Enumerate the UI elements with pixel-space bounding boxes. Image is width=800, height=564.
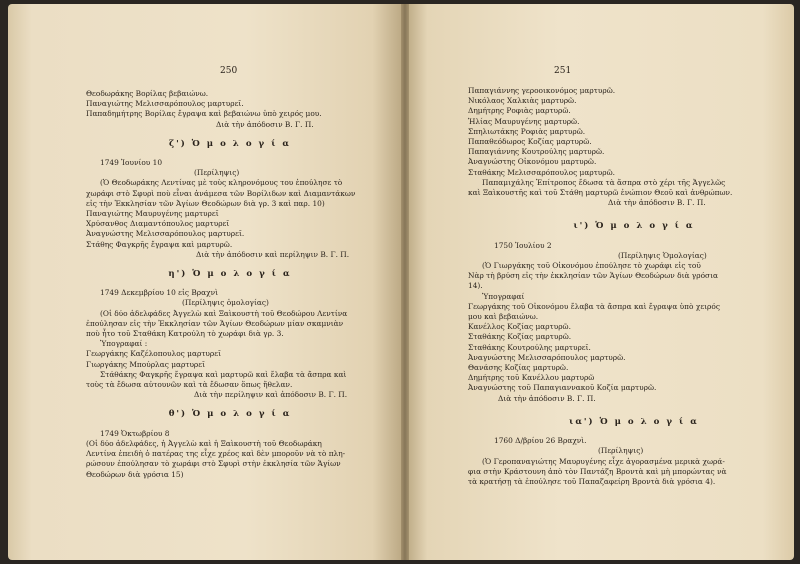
witness-label: Ὑπογραφαί bbox=[482, 291, 525, 301]
date-line: 1749 Δεκεμβρίου 10 εἰς Βραχνὶ bbox=[100, 288, 218, 298]
signature-line: Διὰ τὴν ἀπόδοσιν Β. Γ. Π. bbox=[216, 119, 314, 129]
page-number: 251 bbox=[554, 66, 572, 76]
body-line: φια στὴν Κράστουνη ἀπὸ τὸν Παντάζη Βροντὰ καὶ μὴ μπορώντας νὰ bbox=[468, 466, 727, 476]
subtitle: (Περίληψις ὁμολογίας) bbox=[182, 298, 269, 308]
witness-line: Δημήτρης Ροφιὰς μαρτυρῶ. bbox=[468, 106, 571, 116]
body-line: (Ὁ Γιωργάκης τοῦ Οἰκονόμου ἐπούλησε τὸ χωράφι εἰς τοῦ bbox=[482, 261, 701, 271]
signature-line: Διὰ τὴν ἀπόδοσιν Β. Γ. Π. bbox=[608, 198, 706, 208]
date-line: 1760 Δ/βρίου 26 Βραχνὶ. bbox=[494, 436, 587, 446]
witness-line: Σταθάκης Μελισσαρόπουλος μαρτυρῶ. bbox=[468, 167, 615, 177]
witness-line: Παναγιώτης Μαυρυγένης μαρτυρεῖ bbox=[86, 209, 219, 219]
body-line: τοὺς τὰ ἔδωσα αὐτουνῶν καὶ τὰ ἔδωσαν ὅπως ἤθελαν. bbox=[86, 380, 293, 390]
body-line: μου καὶ βεβαιώνω. bbox=[468, 312, 539, 322]
page-number: 250 bbox=[220, 66, 238, 76]
section-heading: ια') Ὁ μ ο λ ο γ ί α bbox=[569, 416, 699, 427]
subtitle: (Περίληψις Ὁμολογίας) bbox=[618, 250, 707, 260]
witness-line: Ἀναγνώστης Μελισσαρόπουλος μαρτυρῶ. bbox=[468, 352, 626, 362]
witness-line: Παπαγιάννης γεροοικονόμος μαρτυρῶ. bbox=[468, 86, 616, 95]
book-gutter bbox=[401, 4, 409, 560]
witness-line: Γεωργάκης Καζέλοπουλος μαρτυρεῖ bbox=[86, 349, 221, 359]
body-line: ρώσουν ἐπούλησαν τὸ χωράφι στὸ Σφυρὶ στὴν ἐκκλησία τῶν Ἁγίων bbox=[86, 459, 341, 469]
witness-line: Ἀναγνώστης Οἰκονόμου μαρτυρῶ. bbox=[468, 157, 597, 167]
body-line: 14). bbox=[468, 281, 483, 291]
right-page bbox=[404, 4, 794, 560]
date-line: 1750 Ἰουλίου 2 bbox=[494, 240, 552, 250]
text-line: Παπαδημήτρης Βορίλας ἔγραψα καὶ βεβαιώνω ὑπὸ χειρός μου. bbox=[86, 109, 322, 119]
body-line: (Ὁ Θεοδωράκης Λεντίνας μὲ τοὺς κληρονόμους του ἐπούλησε τὸ bbox=[100, 178, 343, 188]
witness-line: Παπαγιάννης Κουτρούλης μαρτυρῶ. bbox=[468, 147, 605, 157]
section-heading: θ') Ὁ μ ο λ ο γ ί α bbox=[168, 409, 292, 420]
witness-line: Γιωργάκης Μπούρλας μαρτυρεῖ bbox=[86, 359, 206, 369]
body-line: (Ὁ Γεροπαναγιώτης Μαυρυγένης εἶχε ἀγορασμένα μερικὰ χωρά- bbox=[482, 456, 725, 466]
signature-line: Διὰ τὴν ἀπόδοσιν καὶ περίληψιν Β. Γ. Π. bbox=[196, 249, 350, 259]
body-line: Παπαμιχάλης Ἐπίτροπος ἔδωσα τὰ ἄσπρα στὸ χέρι τῆς Ἀγγελῶς bbox=[482, 177, 726, 187]
section-heading: ζ') Ὁ μ ο λ ο γ ί α bbox=[169, 138, 291, 149]
date-line: 1749 Ἰουνίου 10 bbox=[100, 158, 163, 168]
body-line: Λεντίνα ἐπειδὴ ὁ πατέρας της εἶχε χρέος καὶ δὲν μποροῦν νὰ τὸ πλη- bbox=[86, 449, 346, 459]
section-heading: η') Ὁ μ ο λ ο γ ί α bbox=[168, 269, 292, 280]
witness-line: Σταθάκης Κουτρούλης μαρτυρεῖ. bbox=[468, 342, 591, 352]
witness-line: Παπαθεόδωρος Κοζίας μαρτυρῶ. bbox=[468, 137, 592, 147]
witness-line: Δημήτρης τοῦ Κανέλλου μαρτυρῶ bbox=[468, 373, 595, 383]
body-line: τὰ κρατήσῃ τὰ ἐπούλησε τοῦ Παπαζαφείρη Βροντὰ διὰ γρόσια 4). bbox=[468, 476, 716, 486]
witness-line: Στάθης Φαγκρῆς ἔγραψα καὶ μαρτυρῶ. bbox=[86, 239, 233, 249]
right-page-text bbox=[468, 86, 780, 487]
signature-line: Διὰ τὴν περίληψιν καὶ ἀπόδοσιν Β. Γ. Π. bbox=[194, 390, 348, 400]
text-line: Παναγιώτης Μελισσαρόπουλος μαρτυρεῖ. bbox=[86, 99, 244, 109]
body-line: εἰς τὴν Ἐκκλησίαν τῶν Ἁγίων Θεοδώρων διὰ γρ. 3 καὶ παρ. 10) bbox=[86, 198, 325, 208]
subtitle: (Περίληψις) bbox=[598, 446, 644, 456]
witness-line: Ἠλίας Μαυρυγένης μαρτυρῶ. bbox=[468, 116, 580, 126]
witness-line: Θανάσης Κοζίας μαρτυρῶ. bbox=[468, 363, 569, 373]
body-line: ἐπούλησαν εἰς τὴν Ἐκκλησίαν τῶν Ἁγίων Θεοδώρων μίαν σκαμνιὰν bbox=[86, 318, 344, 328]
witness-line: Σπηλιωτάκης Ροφιὰς μαρτυρῶ. bbox=[468, 126, 586, 136]
witness-label: Ὑπογραφαί : bbox=[100, 339, 148, 349]
left-page bbox=[8, 4, 404, 560]
witness-line: Κανέλλος Κοζίας μαρτυρῶ. bbox=[468, 322, 571, 332]
date-line: 1749 Ὀκτωβρίου 8 bbox=[100, 428, 170, 438]
witness-line: Ἀναγνώστης Μελισσαρόπουλος μαρτυρεῖ. bbox=[86, 229, 245, 239]
body-line: ποὺ ἦτο τοῦ Σταθάκη Κατρούλη τὸ χωράφι διὰ γρ. 3. bbox=[86, 329, 284, 339]
witness-line: Νικόλαος Χαλκιὰς μαρτυρῶ. bbox=[468, 96, 577, 106]
body-line: Νὰρ τὴ βρύση εἰς τὴν ἐκκλησίαν τῶν Ἁγίων Θεοδώρων διὰ γρόσια bbox=[468, 271, 718, 281]
section-heading: ι') Ὁ μ ο λ ο γ ί α bbox=[573, 221, 695, 232]
body-line: (Οἱ δύο ἀδελφάδες Ἀγγελὼ καὶ Ξαὶκουστὴ τοῦ Θεοδώρου Λεντίνα bbox=[100, 308, 348, 318]
body-line: Στάθάκης Φαγκρῆς ἔγραψα καὶ μαρτυρῶ καὶ ἔλαβα τὰ ἄσπρα καὶ bbox=[100, 369, 347, 379]
witness-line: Σταθάκης Κοζίας μαρτυρῶ. bbox=[468, 332, 572, 342]
witness-line: Χρύσανθος Διαμαντόπουλος μαρτυρεῖ bbox=[86, 219, 230, 229]
subtitle: (Περίληψις) bbox=[194, 168, 240, 178]
body-line: Γεωργάκης τοῦ Οἰκονόμου ἔλαβα τὰ ἄσπρα καὶ ἔγραψα ὑπὸ χειρός bbox=[468, 301, 720, 311]
body-line: Θεοδώρων διὰ γρόσια 15) bbox=[86, 469, 184, 479]
body-line: καὶ Ξαὶκουστῆς καὶ τοῦ Στάθη μαρτυρῶ ἐνώπιον Θεοῦ καὶ ἀνθρώπων. bbox=[468, 188, 733, 198]
witness-line: Ἀναγνώστης τοῦ Παπαγιαννακοῦ Κοζία μαρτυρῶ. bbox=[468, 383, 657, 393]
left-page-text bbox=[86, 89, 384, 480]
body-line: (Οἱ δύο ἀδελφάδες, ἡ Ἀγγελὼ καὶ ἡ Ξαὶκουστὴ τοῦ Θεοδωράκη bbox=[86, 438, 322, 448]
signature-line: Διὰ τὴν ἀπόδοσιν Β. Γ. Π. bbox=[498, 393, 596, 403]
text-line: Θεοδωράκης Βορίλας βεβαιώνω. bbox=[86, 89, 209, 98]
body-line: χωράφι στὸ Σφυρὶ ποὺ εἶναι ἀνάμεσα τῶν Βορίλιδων καὶ Διαμαντάκων bbox=[86, 188, 356, 198]
